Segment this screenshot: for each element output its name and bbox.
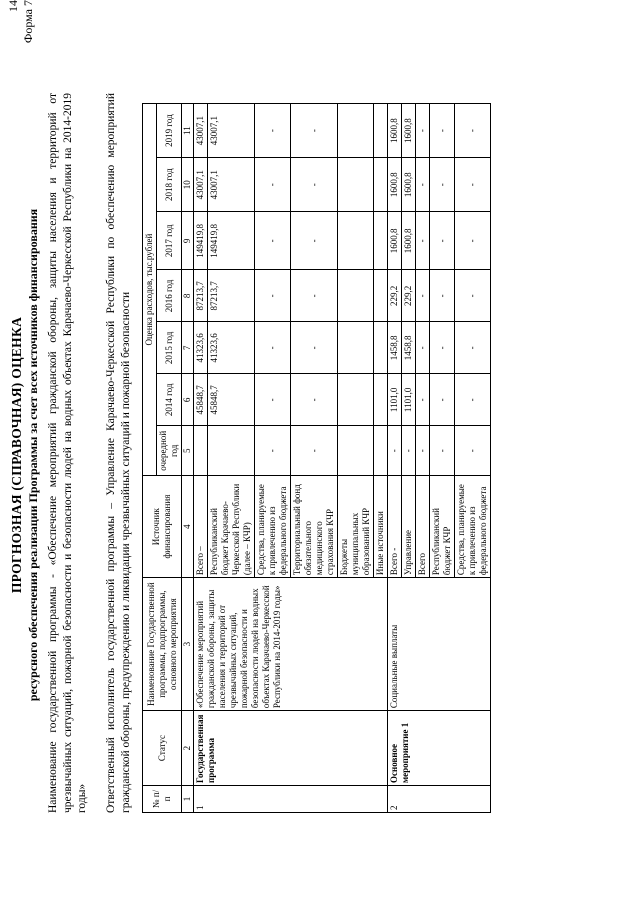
col-number: 5 xyxy=(182,426,194,476)
document-title xyxy=(8,45,42,865)
row-source: Средства, планируемые к привлечению из федерального бюджета xyxy=(455,476,491,578)
row-value: - xyxy=(255,374,291,426)
row-value: - xyxy=(455,158,491,212)
header-year: 2015 год xyxy=(157,322,182,374)
row-value: 149419,8 xyxy=(194,212,208,270)
row-value: - xyxy=(416,374,430,426)
header-year: 2014 год xyxy=(157,374,182,426)
row-value: - xyxy=(430,270,455,322)
form-label: Форма 7 xyxy=(21,0,35,44)
col-number: 9 xyxy=(182,212,194,270)
header-status: Статус xyxy=(143,711,182,786)
program-name-paragraph: Наименование государственной программы - «Обеспечение мероприятий гражданской обороны, защиты населения и территорий от чрезвычайных ситуаций, пожарной безопасности и безопасности людей на водных объектах Карачаево-Черкесской Республики на 2014-2019 годы» xyxy=(47,93,88,813)
row-value: - xyxy=(455,212,491,270)
row-value xyxy=(374,270,388,322)
row-value: 1600,8 xyxy=(402,212,416,270)
row-value: 1600,8 xyxy=(402,104,416,158)
row-value xyxy=(194,426,208,476)
col-number: 2 xyxy=(182,711,194,786)
row-value: - xyxy=(430,212,455,270)
row-source: Всего xyxy=(416,476,430,578)
row-value: - xyxy=(291,158,338,212)
row-value: 149419,8 xyxy=(208,212,255,270)
row-value: 1600,8 xyxy=(388,104,402,158)
row-source: Иные источники xyxy=(374,476,388,578)
row-value xyxy=(374,426,388,476)
row-name: «Обеспечение мероприятий гражданской обороны, защиты населения и территорий от чрезвычайных ситуаций, пожарной безопасности и безопасности людей на водных объектах Карачаево-Черкесской Республики на 2014-2019 годы» xyxy=(194,578,388,711)
row-value: - xyxy=(430,426,455,476)
row-value: 41323,6 xyxy=(208,322,255,374)
row-value xyxy=(374,212,388,270)
row-source: Республиканский бюджет КЧР xyxy=(430,476,455,578)
title-line-1: ПРОГНОЗНАЯ (СПРАВОЧНАЯ) ОЦЕНКА xyxy=(9,316,24,594)
row-value: - xyxy=(255,158,291,212)
row-value: - xyxy=(416,104,430,158)
row-source: Всего – xyxy=(194,476,208,578)
row-source: Управление xyxy=(402,476,416,578)
row-value: - xyxy=(430,374,455,426)
table-body xyxy=(194,104,491,813)
row-value: - xyxy=(455,426,491,476)
col-number: 4 xyxy=(182,476,194,578)
row-value xyxy=(374,158,388,212)
row-value xyxy=(338,322,374,374)
row-value: 41323,6 xyxy=(194,322,208,374)
row-value: 229,2 xyxy=(402,270,416,322)
header-year: 2016 год xyxy=(157,270,182,322)
header-source: Источник финансирования xyxy=(143,476,182,578)
row-value: - xyxy=(455,322,491,374)
row-value: - xyxy=(416,270,430,322)
header-name: Наименование Государственной программы, подпрограммы, основного мероприятия xyxy=(143,578,182,711)
row-value: - xyxy=(291,426,338,476)
row-value: 1458,8 xyxy=(402,322,416,374)
row-number: 2 xyxy=(388,785,491,812)
row-value: - xyxy=(455,374,491,426)
header-year: очередной год xyxy=(157,426,182,476)
col-number: 8 xyxy=(182,270,194,322)
row-value: - xyxy=(255,426,291,476)
row-value: - xyxy=(455,104,491,158)
col-number: 6 xyxy=(182,374,194,426)
col-number: 11 xyxy=(182,104,194,158)
row-value: 229,2 xyxy=(388,270,402,322)
row-value: - xyxy=(416,158,430,212)
row-value: - xyxy=(416,212,430,270)
row-value: 43007,1 xyxy=(194,104,208,158)
row-value xyxy=(338,104,374,158)
row-value: - xyxy=(430,322,455,374)
row-value: - xyxy=(416,322,430,374)
header-year: 2018 год xyxy=(157,158,182,212)
row-value: 43007,1 xyxy=(208,158,255,212)
col-number: 3 xyxy=(182,578,194,711)
row-value: - xyxy=(255,322,291,374)
row-value: 45848,7 xyxy=(208,374,255,426)
col-number: 10 xyxy=(182,158,194,212)
row-value: - xyxy=(455,270,491,322)
funding-table xyxy=(142,103,491,813)
header-estimate: Оценка расходов, тыс.рублей xyxy=(143,104,157,476)
row-number: 1 xyxy=(194,785,388,812)
row-value: 43007,1 xyxy=(208,104,255,158)
executor-paragraph: Ответственный исполнитель государственной программы – Управление Карачаево-Черкесской Республики по обеспечению мероприятий гражданской обороны, предупреждению и ликвидации чрезвычайных ситуаций и пожарной безопасности xyxy=(105,93,132,813)
row-value: 1458,8 xyxy=(388,322,402,374)
row-value: - xyxy=(255,212,291,270)
col-number: 1 xyxy=(182,785,194,812)
table-row xyxy=(194,104,208,813)
row-value: 45848,7 xyxy=(194,374,208,426)
header-row xyxy=(143,104,157,813)
row-value xyxy=(374,374,388,426)
row-value: - xyxy=(291,270,338,322)
page-number: 14 xyxy=(6,0,20,12)
row-value xyxy=(208,426,255,476)
row-value: 43007,1 xyxy=(194,158,208,212)
row-status: Основное мероприятие 1 xyxy=(388,711,491,786)
header-year: 2017 год xyxy=(157,212,182,270)
header-no: № п/п xyxy=(143,785,182,812)
row-value: 1600,8 xyxy=(388,158,402,212)
column-number-row xyxy=(182,104,194,813)
row-value: 1600,8 xyxy=(402,158,416,212)
row-value: 87213,7 xyxy=(194,270,208,322)
row-value: - xyxy=(291,322,338,374)
row-value: - xyxy=(255,104,291,158)
table-row xyxy=(388,104,402,813)
title-line-2: ресурсного обеспечения реализации Программы за счет всех источников финансирования xyxy=(26,208,40,702)
row-value xyxy=(374,322,388,374)
row-value: 1101,0 xyxy=(402,374,416,426)
row-value: - xyxy=(416,426,430,476)
row-source: Всего - xyxy=(388,476,402,578)
row-value: - xyxy=(291,212,338,270)
row-value xyxy=(338,426,374,476)
row-value xyxy=(338,158,374,212)
row-value: 1101,0 xyxy=(388,374,402,426)
row-value: - xyxy=(402,426,416,476)
row-value xyxy=(338,212,374,270)
row-value: - xyxy=(255,270,291,322)
row-status: Государственная программа xyxy=(194,711,388,786)
row-source: Республиканский бюджет Карачаево-Черкесской Республики (далее – КЧР) xyxy=(208,476,255,578)
row-value xyxy=(338,270,374,322)
row-value: 87213,7 xyxy=(208,270,255,322)
row-value: - xyxy=(291,374,338,426)
row-source: Средства, планируемые к привлечению из федерального бюджета xyxy=(255,476,291,578)
row-value: - xyxy=(430,158,455,212)
row-source: Бюджеты муниципальных образований КЧР xyxy=(338,476,374,578)
row-value xyxy=(338,374,374,426)
row-value: - xyxy=(430,104,455,158)
row-value: - xyxy=(291,104,338,158)
row-value: - xyxy=(388,426,402,476)
row-value: 1600,8 xyxy=(388,212,402,270)
page-number-block xyxy=(6,0,36,43)
col-number: 7 xyxy=(182,322,194,374)
row-name: Социальные выплаты xyxy=(388,578,491,711)
row-source: Территориальный фонд обязательного медицинского страхования КЧР xyxy=(291,476,338,578)
row-value xyxy=(374,104,388,158)
header-year: 2019 год xyxy=(157,104,182,158)
